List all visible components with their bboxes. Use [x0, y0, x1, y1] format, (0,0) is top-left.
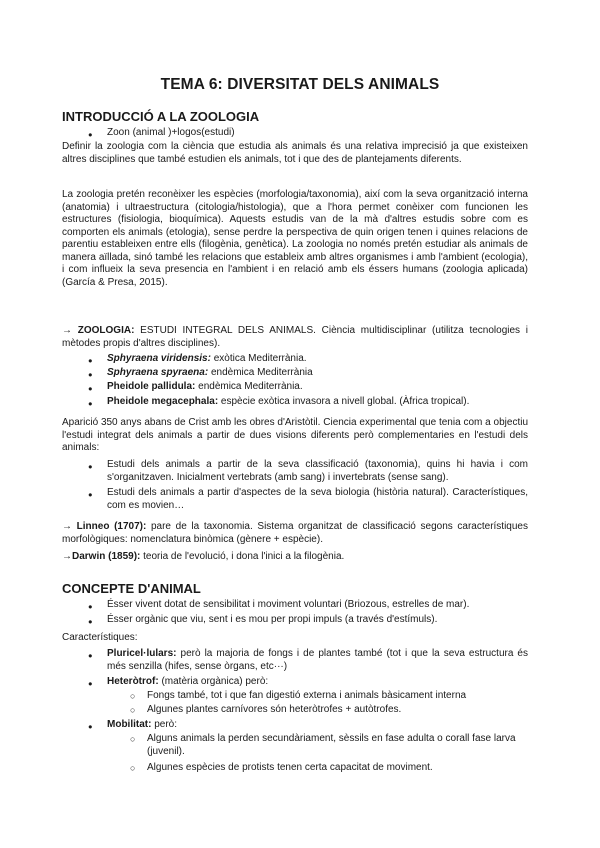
study-item: ● Estudi dels animals a partir de la seva classificació (taxonomia), quins hi havia i com s'organitzaven. Inicialment vertebrats (amb sang) i invertebrats (sense sang).	[107, 459, 528, 484]
darwin-line	[62, 551, 528, 564]
species-name: Pheidole megacephala:	[107, 396, 219, 407]
species-desc: espècie exòtica invasora a nivell global. (Àfrica tropical).	[218, 396, 470, 407]
aristotil-paragraph: Aparició 350 anys abans de Crist amb les obres d'Aristòtil. Ciencia experimental que tenia com a objectiu l'estudi integrat dels animals a partir de dues visions diferents però complementaries en l'estudi dels animals:	[62, 417, 528, 453]
sub-item: ○ Algunes plantes carnívores són heteròtrofes + autòtrofes.	[147, 704, 528, 717]
species-name: Pheidole pallidula:	[107, 381, 196, 392]
species-item	[107, 396, 528, 409]
concept-bullet: ● Ésser vivent dotat de sensibilitat i moviment voluntari (Briozous, estrelles de mar).	[107, 599, 528, 612]
characteristic-text: (matèria orgànica) però:	[158, 676, 269, 687]
sub-item: ○ Fongs també, tot i que fan digestió externa i animals bàsicament interna	[147, 690, 528, 703]
species-desc: endèmica Mediterrània.	[195, 381, 303, 392]
characteristic-mobilitat	[107, 719, 528, 732]
section-heading-introduccio: INTRODUCCIÓ A LA ZOOLOGIA	[62, 109, 260, 124]
darwin-text: teoria de l'evolució, i dona l'inici a la filogènia.	[140, 551, 345, 562]
species-desc: endèmica Mediterrània	[208, 367, 313, 378]
intro-paragraph-1: Definir la zoologia com la ciència que estudia als animals és una relativa imprecisió ja que existeixen altres disciplines que també estudien els animals, tot i que des de plantejaments diferents.	[62, 141, 528, 165]
bullet-text: Zoon (animal )+logos(estudi)	[107, 127, 235, 138]
characteristic-heterotrof	[107, 676, 528, 689]
concept-bullet: ● Ésser orgànic que viu, sent i es mou per propi impuls (a través d'estímuls).	[107, 614, 528, 627]
species-desc: exòtica Mediterrània.	[210, 353, 307, 364]
characteristic-label: Pluricel·lulars:	[107, 648, 177, 659]
species-item	[107, 381, 528, 394]
linneo-text: pare de la taxonomia. Sistema organitzat de classificació segons característiques morfològiques: nomenclatura binòmica (gènere + espècie).	[62, 521, 528, 545]
species-item	[107, 353, 528, 366]
caracteristiques-label: Característiques:	[62, 632, 138, 643]
zoologia-label: ZOOLOGIA:	[77, 325, 135, 336]
linneo-line	[62, 521, 528, 546]
study-item: ● Estudi dels animals a partir d'aspectes de la seva biologia (història natural). Característiques, com es movien…	[107, 487, 528, 512]
linneo-label: → Linneo (1707):	[62, 521, 147, 532]
species-name: Sphyraena viridensis:	[107, 353, 211, 364]
sub-item: ○ Alguns animals la perden secundàriament, sèssils en fase adulta o corall fase larva (juvenil).	[147, 733, 528, 758]
zoologia-text: ESTUDI INTEGRAL DELS ANIMALS. Ciència multidisciplinar (utilitza tecnologies i mètodes propis d'altres disciplines).	[62, 325, 529, 349]
section-heading-concepte: CONCEPTE D'ANIMAL	[62, 581, 201, 596]
characteristic-pluricellulars	[107, 648, 528, 673]
characteristic-label: Heteròtrof:	[107, 676, 159, 687]
species-item	[107, 367, 528, 380]
etymology-bullet	[107, 127, 528, 140]
characteristic-text: però:	[151, 719, 178, 730]
page-title: TEMA 6: DIVERSITAT DELS ANIMALS	[160, 76, 440, 93]
darwin-label: →Darwin (1859):	[62, 551, 141, 562]
sub-item: ○ Algunes espècies de protists tenen certa capacitat de moviment.	[147, 762, 528, 775]
zoologia-arrow: →	[62, 325, 72, 336]
characteristic-label: Mobilitat:	[107, 719, 152, 730]
characteristic-text: però la majoria de fongs i de plantes també (tot i que la seva estructura és més senzilla (hifes, sense òrgans, etc···)	[107, 648, 528, 672]
intro-paragraph-2: La zoologia pretén reconèixer les espècies (morfologia/taxonomia), així com la seva organització interna (anatomia) i ultraestructura (citologia/histologia), que a l'hora permet conèixer com funcionen les estructures (fisiologia, bioquímica). Aquests estudis van de la mà d'altres estudis sobre com es comporten els animals (etologia), sense perdre la perspectiva de quin origen tenen i quines relacions de parentiu estableixen entre ells (filogènia, genètica). La zoologia no només pretén estudiar als animals de manera aïllada, sinó també les relacions que estableix amb altres organismes i amb l'ambient (ecologia), i com influeix la seva presencia en l'ambient i en relació amb els éssers humans (zoologia aplicada) (García & Presa, 2015).	[62, 189, 528, 288]
species-name: Sphyraena spyraena:	[107, 367, 209, 378]
zoologia-definition	[62, 325, 528, 350]
